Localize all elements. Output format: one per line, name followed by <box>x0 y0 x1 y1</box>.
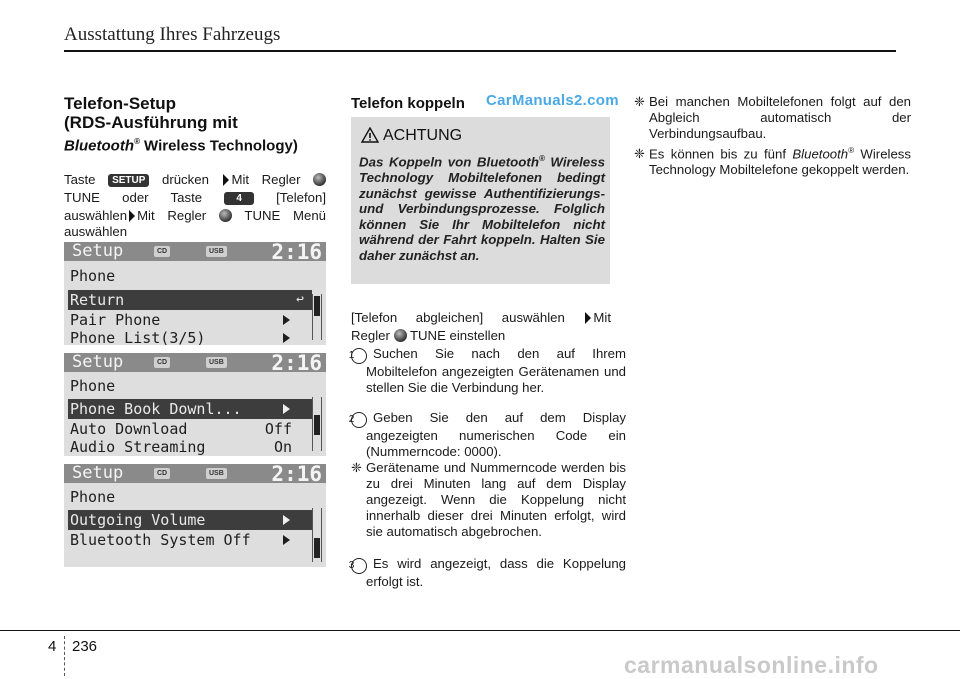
row-label: Phone Book Downl... <box>70 400 242 418</box>
heading-rest: Wireless Technology) <box>139 137 298 155</box>
step-text: Es wird angezeigt, dass die Koppelung erfolgt ist. <box>366 556 626 589</box>
clock: 2:16 <box>271 353 322 375</box>
arrow-right-icon <box>129 210 135 222</box>
heading-line-1: Telefon-Setup <box>64 94 177 113</box>
instr-text: [Telefon] <box>276 190 326 205</box>
menu-row-phone <box>68 487 312 507</box>
chevron-right-icon <box>283 535 290 545</box>
step-text: Suchen Sie nach den auf Ihrem Mobiltelefon angezeigten Gerätenamen und stellen Sie die Verbindung her. <box>366 346 626 395</box>
instr-text: TUNE oder Taste <box>64 190 203 205</box>
footer-rule <box>0 630 960 631</box>
caution-text <box>359 151 605 264</box>
row-value: Off <box>264 420 292 438</box>
note-text: Bei manchen Mobiltelefonen folgt auf den Abgleich automatisch der Verbindungsaufbau. <box>649 94 911 141</box>
step-number-3: 3 <box>351 558 367 574</box>
screen-title: Setup <box>72 353 124 372</box>
caution-text-a: Das Koppeln von Bluetooth <box>359 154 539 170</box>
instr-text: TUNE Menü <box>244 208 326 223</box>
scrollbar-thumb[interactable] <box>314 415 320 435</box>
warning-triangle-icon <box>361 127 379 143</box>
note-auto-connect <box>634 94 911 142</box>
clock: 2:16 <box>271 242 322 264</box>
intro-line-1 <box>351 310 611 326</box>
footer-divider <box>64 636 66 676</box>
registered-mark: ® <box>538 154 545 163</box>
tune-knob-icon <box>394 329 407 342</box>
row-label: Return <box>70 291 125 309</box>
step-number-1: 1 <box>351 348 367 364</box>
display-screen-1 <box>64 242 326 345</box>
caution-box <box>351 117 610 284</box>
caution-title: ACHTUNG <box>383 127 463 144</box>
row-label: Phone <box>70 267 116 285</box>
header-title: Ausstattung Ihres Fahrzeugs <box>64 24 281 45</box>
instr-line-3 <box>64 208 326 224</box>
row-label: Outgoing Volume <box>70 511 206 529</box>
note-text: Wireless Technology Mobiltelefone gekoppelt werden. <box>649 146 911 178</box>
watermark-carmanuals[interactable]: CarManuals2.com <box>486 92 619 109</box>
chevron-right-icon <box>283 333 290 343</box>
menu-row-phone <box>68 266 312 286</box>
page-number: 236 <box>72 638 98 655</box>
note-display-timeout <box>351 460 626 540</box>
instr-line-1 <box>64 172 326 188</box>
arrow-right-icon <box>585 312 591 324</box>
usb-indicator: USB <box>206 246 227 257</box>
registered-mark: ® <box>133 137 140 146</box>
instr-line-2 <box>64 190 326 206</box>
note-text: Gerätename und Nummerncode werden bis zu drei Minuten lang auf dem Display angezeigt. Wenn die Koppelung nicht innerhalb dieser drei Minuten erfolgt, wird sie automatisch abgebrochen. <box>366 460 626 539</box>
instr-text: Mit Regler <box>137 208 207 223</box>
cd-indicator: CD <box>154 357 170 368</box>
section-heading <box>64 94 298 156</box>
setup-key-badge: SETUP <box>108 174 149 187</box>
menu-row-phone <box>68 376 312 396</box>
setup-instructions <box>64 172 326 240</box>
note-symbol: ❈ <box>634 146 646 162</box>
menu-row-pair-phone[interactable] <box>68 310 312 330</box>
note-symbol: ❈ <box>351 460 363 475</box>
intro-text: Regler <box>351 328 390 343</box>
instr-text: Mit Regler <box>231 172 301 187</box>
bluetooth-word: Bluetooth <box>64 137 134 155</box>
menu-row-auto-download[interactable] <box>68 419 312 439</box>
chapter-number: 4 <box>48 638 57 655</box>
row-label: Phone List(3/5) <box>70 329 206 345</box>
menu-row-bluetooth-off[interactable] <box>68 530 312 550</box>
step-text: Geben Sie den auf dem Display angezeigten numerischen Code ein (Nummerncode: 0000). <box>366 410 626 459</box>
step-number-2: 2 <box>351 412 367 428</box>
scrollbar[interactable] <box>312 294 322 340</box>
chevron-right-icon <box>283 404 290 414</box>
row-label: Audio Streaming <box>70 438 206 456</box>
intro-text: Mit <box>593 310 611 325</box>
note-text: Es können bis zu fünf <box>649 146 786 162</box>
instr-line-4: auswählen <box>64 224 128 239</box>
row-label: Auto Download <box>70 420 188 438</box>
header-rule <box>64 50 896 52</box>
menu-row-phonebook-download[interactable] <box>68 399 312 419</box>
registered-mark: ® <box>848 146 855 155</box>
key-4-badge: 4 <box>224 192 254 205</box>
scrollbar[interactable] <box>312 397 322 451</box>
usb-indicator: USB <box>206 468 227 479</box>
intro-line-2 <box>351 328 611 344</box>
screen-title: Setup <box>72 464 124 483</box>
step-2 <box>348 410 626 460</box>
usb-indicator: USB <box>206 357 227 368</box>
heading-line-2: (RDS-Ausführung mit <box>64 113 238 132</box>
scrollbar[interactable] <box>312 508 322 562</box>
row-label: Pair Phone <box>70 311 161 329</box>
instr-text: drücken <box>162 172 209 187</box>
intro-text: [Telefon abgleichen] auswählen <box>351 310 565 325</box>
tune-knob-icon <box>313 173 326 186</box>
scrollbar-thumb[interactable] <box>314 538 320 558</box>
step-1 <box>348 346 626 396</box>
note-max-five-phones <box>634 143 911 178</box>
cd-indicator: CD <box>154 246 170 257</box>
display-screen-3 <box>64 464 326 567</box>
instr-text: Taste <box>64 172 96 187</box>
clock: 2:16 <box>271 464 322 486</box>
note-symbol: ❈ <box>634 94 646 109</box>
scrollbar-thumb[interactable] <box>314 296 320 316</box>
chevron-right-icon <box>283 515 290 525</box>
pairing-intro <box>351 310 611 344</box>
menu-row-phone-list[interactable] <box>68 328 312 345</box>
screen-title: Setup <box>72 242 124 261</box>
intro-text: TUNE einstellen <box>409 328 506 343</box>
row-label: Phone <box>70 488 116 506</box>
row-label: Phone <box>70 377 116 395</box>
pairing-heading: Telefon koppeln <box>351 95 465 112</box>
row-label: Bluetooth System Off <box>70 531 251 549</box>
return-icon: ↩ <box>296 292 304 307</box>
menu-row-return[interactable] <box>68 290 312 310</box>
instr-text: auswählen <box>64 208 128 223</box>
menu-row-audio-streaming[interactable] <box>68 437 312 456</box>
heading-line-3 <box>64 132 298 156</box>
bluetooth-word: Bluetooth <box>792 146 849 162</box>
arrow-right-icon <box>223 174 229 186</box>
tune-knob-icon <box>219 209 232 222</box>
menu-row-outgoing-volume[interactable] <box>68 510 312 530</box>
chevron-right-icon <box>283 315 290 325</box>
display-screen-2 <box>64 353 326 456</box>
site-watermark: carmanualsonline.info <box>624 652 879 678</box>
step-3 <box>348 556 626 590</box>
cd-indicator: CD <box>154 468 170 479</box>
caution-text-b: Wireless Technology Mobiltelefonen bedingt zunächst gewisse Authentifizierungs- und Verbindungsprozesse. Folglich können Sie Ihr Mobiltelefon nicht während der Fahrt koppeln. Halten Sie daher zunächst an. <box>359 154 605 263</box>
row-value: On <box>273 438 292 456</box>
